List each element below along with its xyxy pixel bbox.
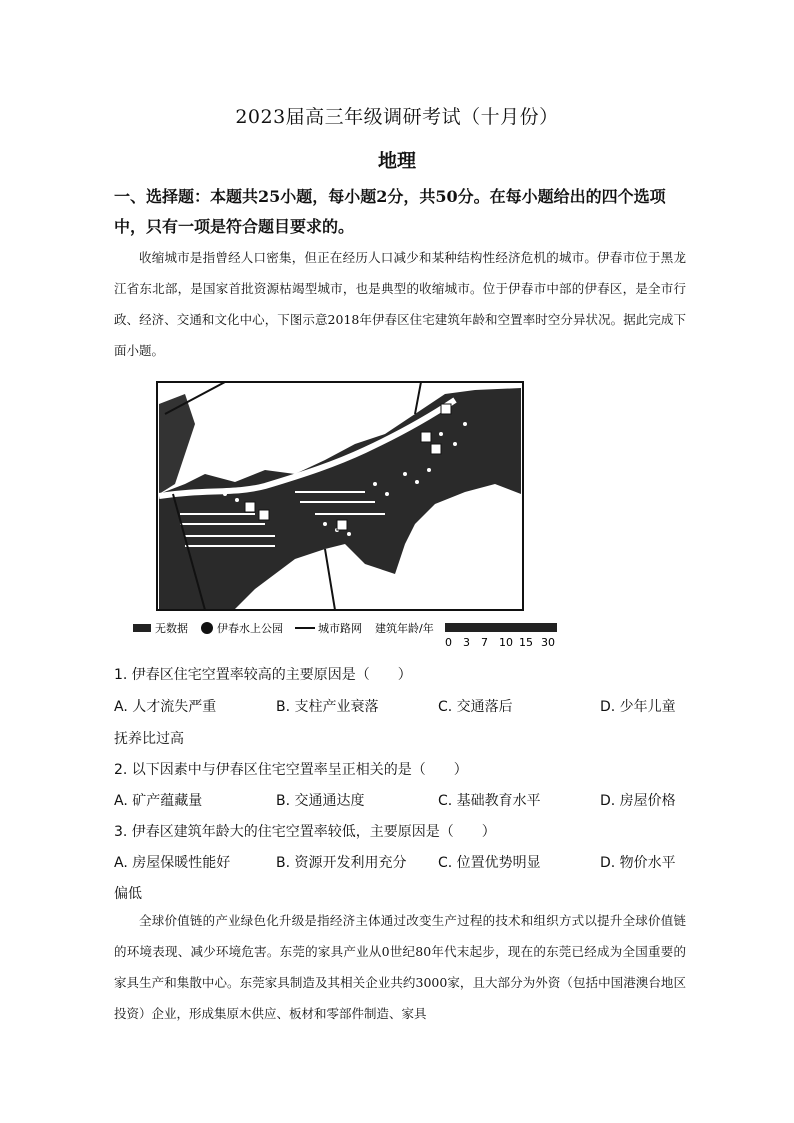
question-2-stem: 2. 以下因素中与伊春区住宅空置率呈正相关的是（ ） [114, 762, 468, 778]
q2-option-d[interactable]: D. 房屋价格 [600, 793, 676, 809]
legend-age: 建筑年龄/年 [375, 622, 434, 635]
q3-option-c[interactable]: C. 位置优势明显 [438, 855, 541, 871]
subject-title: 地理 [377, 150, 416, 172]
passage-2: 全球价值链的产业绿色化升级是指经济主体通过改变生产过程的技术和组织方式以提升全球价值链的环境表现、减少环境危害。东莞的家具产业从0世纪80年代末起步，现在的东莞已经成为全国重要的家具生产和集散中心。东莞家具制造及其相关企业共约3000家，且大部分为外资（包括中国港澳台地区投资）企业，形成集原木供应、板材和零部件制造、家具 [114, 913, 686, 1021]
age-tick: 30 [541, 636, 555, 649]
question-2-options [114, 790, 694, 810]
section-heading-line2: 中，只有一项是符合题目要求的。 [114, 217, 355, 236]
age-tick: 15 [519, 636, 533, 649]
q3-option-a[interactable]: A. 房屋保暖性能好 [114, 855, 231, 871]
exam-title: 2023届高三年级调研考试（十月份） [235, 106, 559, 128]
map-svg [125, 374, 565, 650]
age-tick: 3 [463, 636, 470, 649]
legend-road: 城市路网 [318, 622, 362, 635]
q2-option-b[interactable]: B. 交通通达度 [276, 793, 365, 809]
question-3-options [114, 852, 694, 872]
legend-age-scale [445, 623, 557, 632]
passage-1: 收缩城市是指曾经人口密集，但正在经历人口减少和某种结构性经济危机的城市。伊春市位于黑龙江省东北部，是国家首批资源枯竭型城市，也是典型的收缩城市。位于伊春市中部的伊春区，是全市行政、经济、交通和文化中心，下图示意2018年伊春区住宅建筑年龄和空置率时空分异状况。据此完成下面小题。 [114, 250, 686, 358]
legend-no-data: 无数据 [155, 622, 188, 635]
q1-option-d-wrap: 抚养比过高 [114, 731, 184, 747]
q3-option-d[interactable]: D. 物价水平 [600, 855, 676, 871]
q2-option-c[interactable]: C. 基础教育水平 [438, 793, 541, 809]
q1-option-d[interactable]: D. 少年儿童 [600, 699, 676, 715]
q1-option-b[interactable]: B. 支柱产业衰落 [276, 699, 379, 715]
q3-option-d-wrap: 偏低 [114, 886, 142, 902]
age-tick: 0 [445, 636, 452, 649]
question-3-stem: 3. 伊春区建筑年龄大的住宅空置率较低，主要原因是（ ） [114, 824, 496, 840]
legend-age-ticks [445, 636, 555, 649]
section-heading-line1: 一、选择题：本题共25小题，每小题2分，共50分。在每小题给出的四个选项 [114, 187, 666, 206]
legend-park-swatch [201, 622, 213, 634]
age-tick: 7 [481, 636, 488, 649]
section-heading [114, 182, 684, 242]
legend-no-data-swatch [133, 624, 151, 632]
map-legend [133, 621, 557, 649]
q1-option-c[interactable]: C. 交通落后 [438, 699, 513, 715]
age-tick: 10 [499, 636, 513, 649]
q1-option-a[interactable]: A. 人才流失严重 [114, 699, 217, 715]
legend-park: 伊春水上公园 [217, 622, 283, 635]
q2-option-a[interactable]: A. 矿产蕴藏量 [114, 793, 203, 809]
question-1-options [114, 696, 694, 716]
question-1-stem: 1. 伊春区住宅空置率较高的主要原因是（ ） [114, 667, 412, 683]
q3-option-b[interactable]: B. 资源开发利用充分 [276, 855, 407, 871]
map-figure [125, 374, 565, 650]
